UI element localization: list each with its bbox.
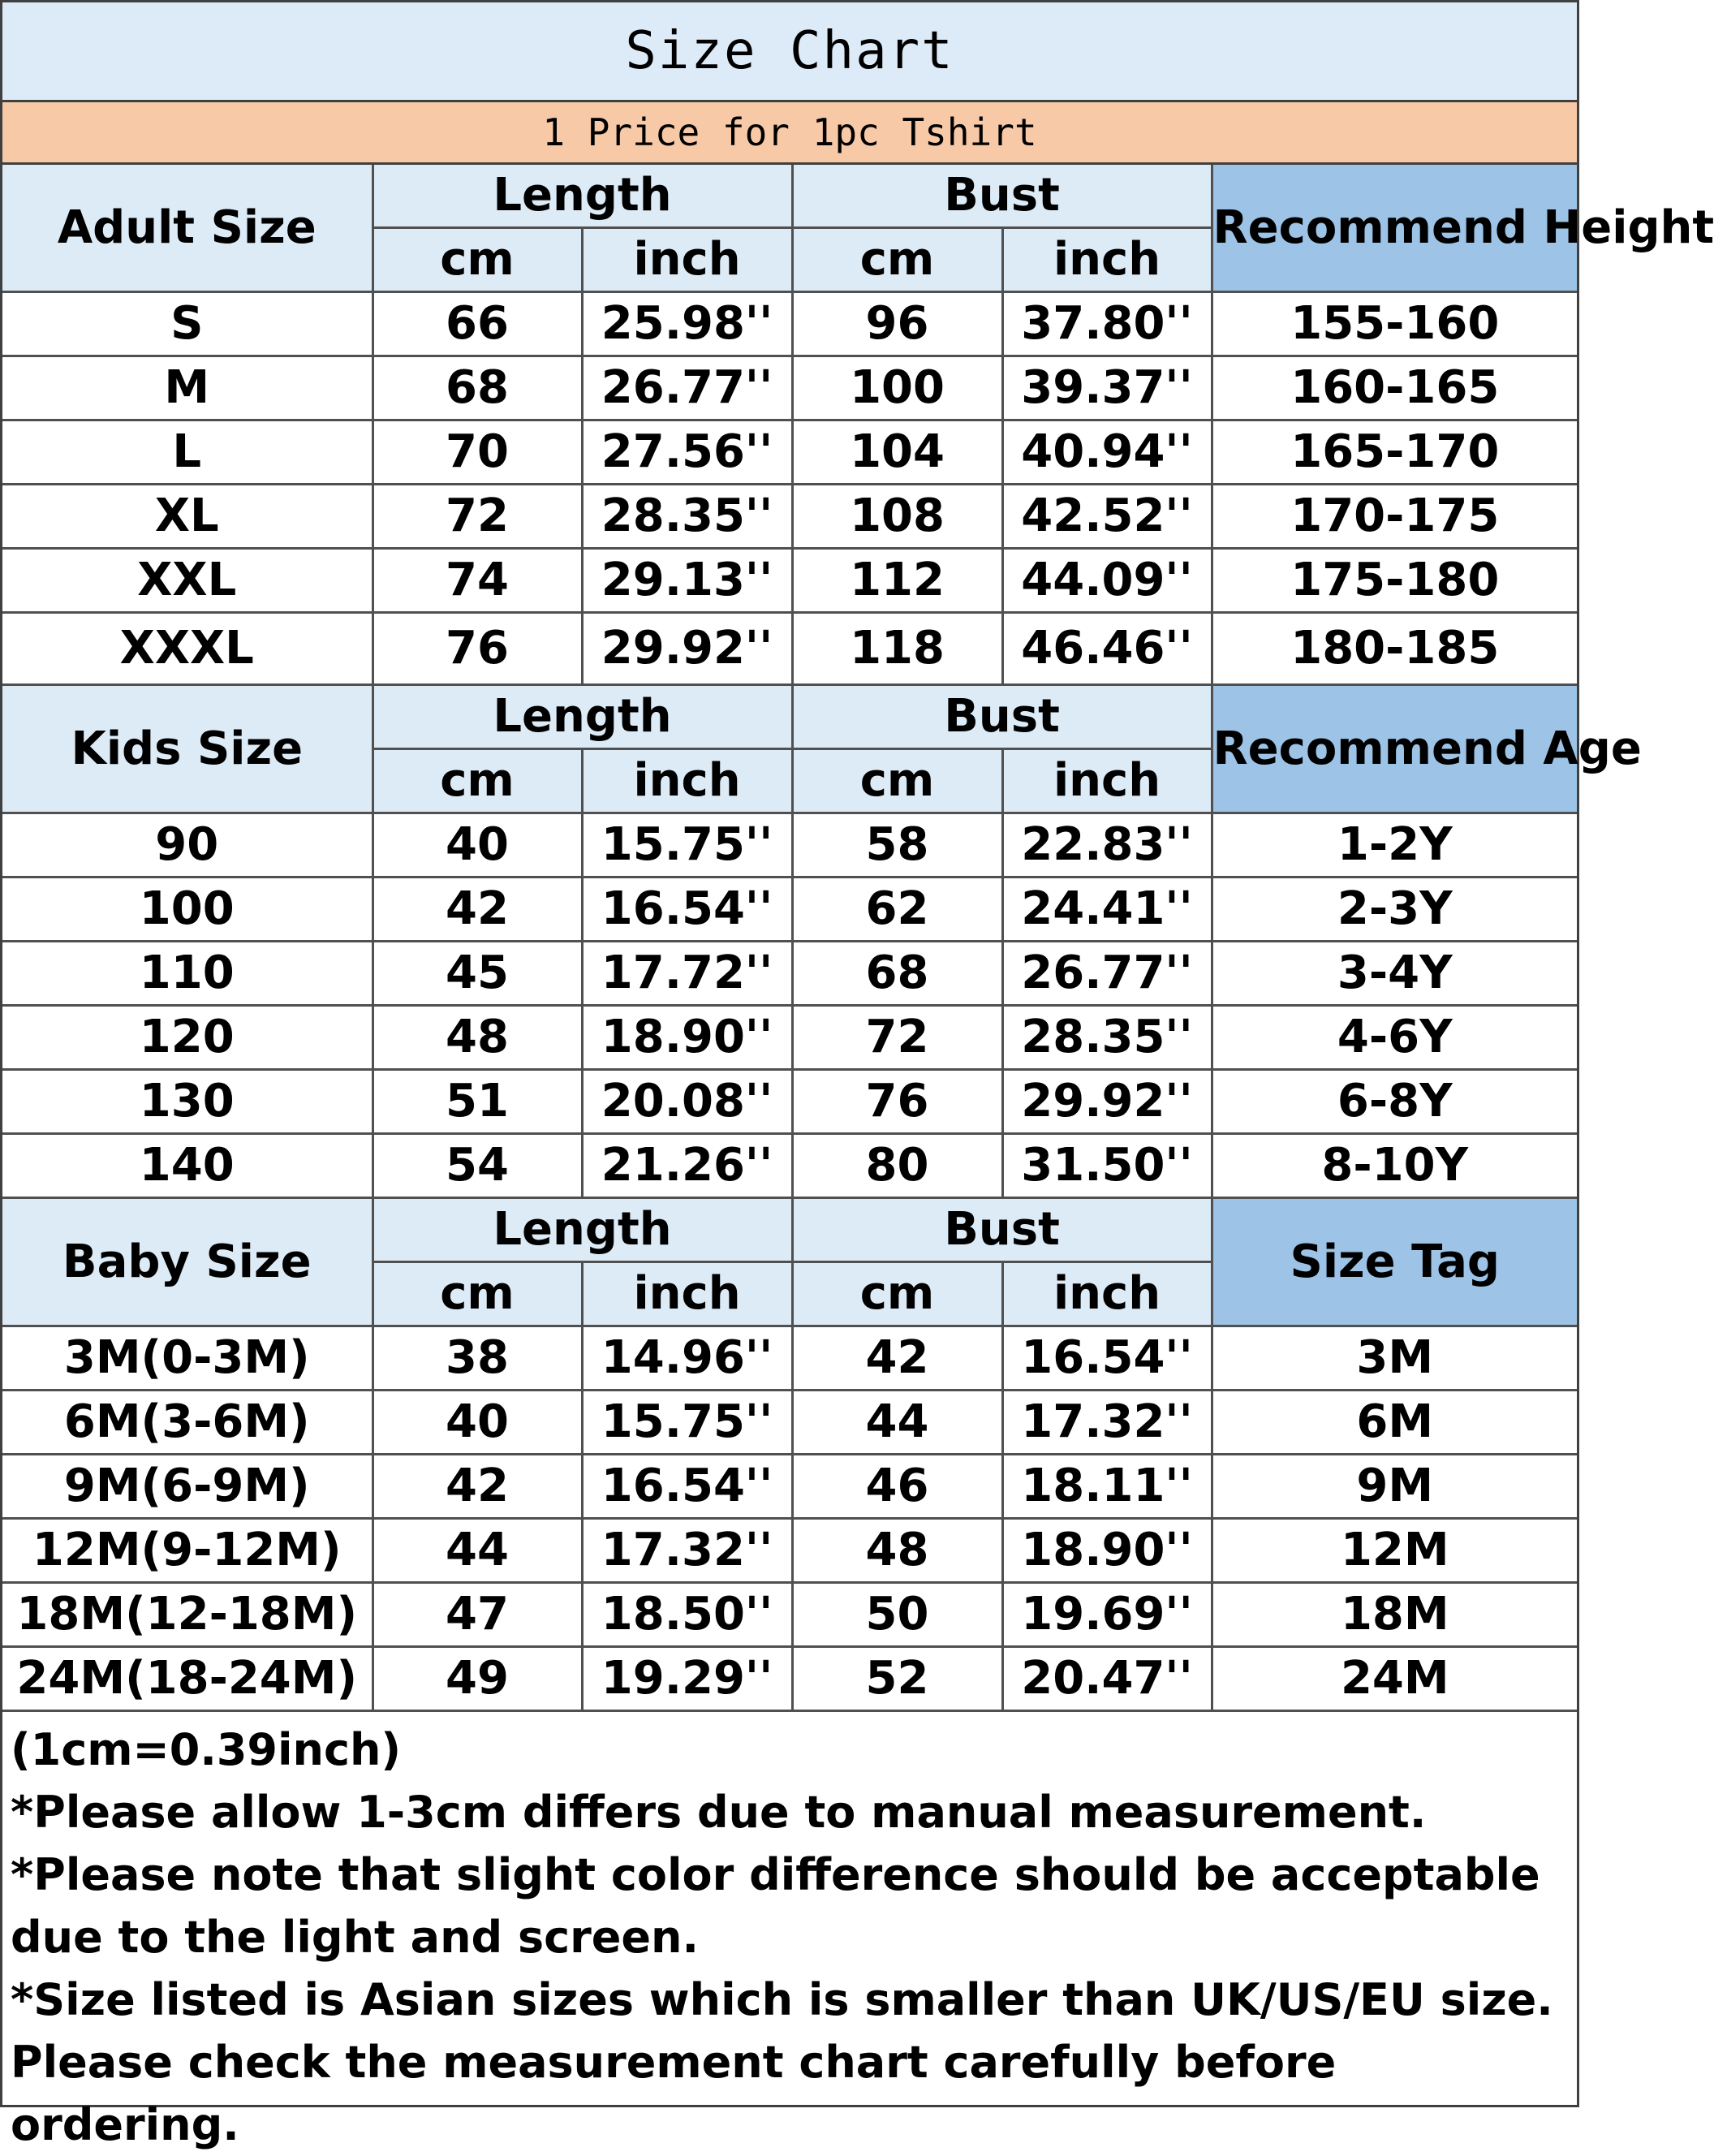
size-cell: 9M(6-9M): [2, 1455, 373, 1519]
bust-cm-cell: 72: [792, 1006, 1002, 1070]
bust-inch-header: inch: [1002, 228, 1212, 292]
bust-cm-cell: 118: [792, 613, 1002, 685]
length-inch-cell: 15.75'': [582, 813, 792, 877]
bust-inch-cell: 46.46'': [1002, 613, 1212, 685]
length-cm-cell: 51: [373, 1070, 582, 1134]
length-inch-cell: 27.56'': [582, 420, 792, 485]
length-cm-cell: 68: [373, 356, 582, 420]
size-cell: 120: [2, 1006, 373, 1070]
bust-inch-cell: 37.80'': [1002, 292, 1212, 356]
length-cm-cell: 40: [373, 813, 582, 877]
length-cm-cell: 38: [373, 1326, 582, 1391]
table-row: [2, 1519, 1577, 1583]
recommend-cell: 2-3Y: [1212, 877, 1577, 942]
length-inch-cell: 26.77'': [582, 356, 792, 420]
size-cell: 3M(0-3M): [2, 1326, 373, 1391]
bust-inch-cell: 17.32'': [1002, 1391, 1212, 1455]
length-inch-cell: 16.54'': [582, 1455, 792, 1519]
bust-cm-cell: 80: [792, 1134, 1002, 1198]
length-inch-header: inch: [582, 1262, 792, 1326]
length-cm-header: cm: [373, 749, 582, 813]
bust-header: Bust: [792, 685, 1212, 749]
size-cell: 140: [2, 1134, 373, 1198]
section-header-row: [2, 165, 1577, 228]
size-cell: L: [2, 420, 373, 485]
recommend-cell: 8-10Y: [1212, 1134, 1577, 1198]
note-color: *Please note that slight color difference should be acceptable due to the light and screen.: [11, 1849, 1540, 1963]
recommend-cell: 180-185: [1212, 613, 1577, 685]
bust-cm-cell: 58: [792, 813, 1002, 877]
length-inch-cell: 18.90'': [582, 1006, 792, 1070]
bust-cm-cell: 62: [792, 877, 1002, 942]
bust-inch-cell: 39.37'': [1002, 356, 1212, 420]
bust-inch-cell: 44.09'': [1002, 549, 1212, 613]
length-cm-header: cm: [373, 1262, 582, 1326]
length-cm-cell: 47: [373, 1583, 582, 1647]
bust-cm-cell: 46: [792, 1455, 1002, 1519]
bust-inch-cell: 18.11'': [1002, 1455, 1212, 1519]
length-inch-cell: 17.72'': [582, 942, 792, 1006]
last-column-header: Recommend Age: [1212, 685, 1577, 813]
length-cm-cell: 72: [373, 485, 582, 549]
bust-cm-cell: 108: [792, 485, 1002, 549]
length-inch-cell: 15.75'': [582, 1391, 792, 1455]
recommend-cell: 12M: [1212, 1519, 1577, 1583]
size-cell: 100: [2, 877, 373, 942]
length-cm-cell: 66: [373, 292, 582, 356]
length-inch-header: inch: [582, 228, 792, 292]
bust-cm-cell: 100: [792, 356, 1002, 420]
bust-cm-cell: 50: [792, 1583, 1002, 1647]
table-row: [2, 292, 1577, 356]
table-row: [2, 813, 1577, 877]
bust-inch-cell: 42.52'': [1002, 485, 1212, 549]
length-header: Length: [373, 165, 792, 228]
length-cm-cell: 45: [373, 942, 582, 1006]
recommend-cell: 175-180: [1212, 549, 1577, 613]
length-inch-cell: 16.54'': [582, 877, 792, 942]
length-cm-cell: 49: [373, 1647, 582, 1711]
size-cell: 130: [2, 1070, 373, 1134]
last-column-header: Size Tag: [1212, 1198, 1577, 1326]
bust-cm-cell: 42: [792, 1326, 1002, 1391]
bust-inch-cell: 18.90'': [1002, 1519, 1212, 1583]
length-inch-cell: 19.29'': [582, 1647, 792, 1711]
table-row: [2, 1006, 1577, 1070]
bust-inch-cell: 26.77'': [1002, 942, 1212, 1006]
bust-cm-cell: 96: [792, 292, 1002, 356]
bust-cm-cell: 76: [792, 1070, 1002, 1134]
size-cell: 12M(9-12M): [2, 1519, 373, 1583]
size-table-body: [2, 165, 1714, 1711]
length-cm-cell: 44: [373, 1519, 582, 1583]
bust-inch-cell: 24.41'': [1002, 877, 1212, 942]
section-header-row: [2, 1198, 1577, 1262]
bust-header: Bust: [792, 1198, 1212, 1262]
length-inch-cell: 14.96'': [582, 1326, 792, 1391]
length-inch-cell: 21.26'': [582, 1134, 792, 1198]
length-cm-cell: 42: [373, 1455, 582, 1519]
bust-inch-cell: 20.47'': [1002, 1647, 1212, 1711]
note-conversion: (1cm=0.39inch): [11, 1724, 402, 1775]
bust-cm-cell: 52: [792, 1647, 1002, 1711]
size-cell: 110: [2, 942, 373, 1006]
length-cm-header: cm: [373, 228, 582, 292]
length-cm-cell: 70: [373, 420, 582, 485]
note-asian-size: *Size listed is Asian sizes which is smaller than UK/US/EU size. Please check the measurement chart carefully before ordering.: [11, 1974, 1553, 2150]
bust-cm-cell: 104: [792, 420, 1002, 485]
bust-inch-cell: 40.94'': [1002, 420, 1212, 485]
table-row: [2, 1455, 1577, 1519]
price-banner: 1 Price for 1pc Tshirt: [2, 102, 1577, 165]
table-row: [2, 1326, 1577, 1391]
table-row: [2, 356, 1577, 420]
size-table: [2, 165, 1714, 1712]
table-row: [2, 420, 1577, 485]
bust-inch-cell: 22.83'': [1002, 813, 1212, 877]
recommend-cell: 3-4Y: [1212, 942, 1577, 1006]
bust-inch-cell: 28.35'': [1002, 1006, 1212, 1070]
table-row: [2, 942, 1577, 1006]
recommend-cell: 1-2Y: [1212, 813, 1577, 877]
recommend-cell: 6-8Y: [1212, 1070, 1577, 1134]
recommend-cell: 4-6Y: [1212, 1006, 1577, 1070]
size-column-header: Kids Size: [2, 685, 373, 813]
recommend-cell: 165-170: [1212, 420, 1577, 485]
length-inch-cell: 29.92'': [582, 613, 792, 685]
bust-inch-cell: 16.54'': [1002, 1326, 1212, 1391]
size-cell: 6M(3-6M): [2, 1391, 373, 1455]
table-row: [2, 613, 1577, 685]
size-cell: 24M(18-24M): [2, 1647, 373, 1711]
length-inch-cell: 25.98'': [582, 292, 792, 356]
table-row: [2, 877, 1577, 942]
bust-inch-header: inch: [1002, 1262, 1212, 1326]
table-row: [2, 1134, 1577, 1198]
length-inch-cell: 29.13'': [582, 549, 792, 613]
length-cm-cell: 42: [373, 877, 582, 942]
note-measurement: *Please allow 1-3cm differs due to manual measurement.: [11, 1787, 1427, 1838]
size-cell: M: [2, 356, 373, 420]
table-row: [2, 485, 1577, 549]
length-cm-cell: 74: [373, 549, 582, 613]
bust-cm-cell: 48: [792, 1519, 1002, 1583]
bust-cm-header: cm: [792, 749, 1002, 813]
table-row: [2, 1583, 1577, 1647]
length-inch-header: inch: [582, 749, 792, 813]
recommend-cell: 160-165: [1212, 356, 1577, 420]
size-cell: XXL: [2, 549, 373, 613]
page-title: Size Chart: [2, 2, 1577, 102]
section-header-row: [2, 685, 1577, 749]
table-row: [2, 1391, 1577, 1455]
size-cell: XXXL: [2, 613, 373, 685]
length-header: Length: [373, 685, 792, 749]
bust-header: Bust: [792, 165, 1212, 228]
table-row: [2, 1647, 1577, 1711]
bust-cm-cell: 112: [792, 549, 1002, 613]
length-cm-cell: 76: [373, 613, 582, 685]
recommend-cell: 6M: [1212, 1391, 1577, 1455]
recommend-cell: 170-175: [1212, 485, 1577, 549]
size-cell: 18M(12-18M): [2, 1583, 373, 1647]
size-column-header: Baby Size: [2, 1198, 373, 1326]
bust-cm-cell: 44: [792, 1391, 1002, 1455]
size-cell: 90: [2, 813, 373, 877]
table-row: [2, 1070, 1577, 1134]
bust-cm-cell: 68: [792, 942, 1002, 1006]
recommend-cell: 3M: [1212, 1326, 1577, 1391]
notes-section: [2, 1712, 1577, 2156]
bust-inch-cell: 31.50'': [1002, 1134, 1212, 1198]
bust-cm-header: cm: [792, 1262, 1002, 1326]
length-cm-cell: 40: [373, 1391, 582, 1455]
size-cell: XL: [2, 485, 373, 549]
recommend-cell: 18M: [1212, 1583, 1577, 1647]
length-inch-cell: 20.08'': [582, 1070, 792, 1134]
last-column-header: Recommend Height: [1212, 165, 1577, 292]
bust-inch-cell: 29.92'': [1002, 1070, 1212, 1134]
size-column-header: Adult Size: [2, 165, 373, 292]
length-cm-cell: 54: [373, 1134, 582, 1198]
table-row: [2, 549, 1577, 613]
bust-inch-header: inch: [1002, 749, 1212, 813]
length-inch-cell: 17.32'': [582, 1519, 792, 1583]
length-inch-cell: 28.35'': [582, 485, 792, 549]
bust-cm-header: cm: [792, 228, 1002, 292]
recommend-cell: 24M: [1212, 1647, 1577, 1711]
recommend-cell: 9M: [1212, 1455, 1577, 1519]
bust-inch-cell: 19.69'': [1002, 1583, 1212, 1647]
length-inch-cell: 18.50'': [582, 1583, 792, 1647]
length-cm-cell: 48: [373, 1006, 582, 1070]
length-header: Length: [373, 1198, 792, 1262]
size-cell: S: [2, 292, 373, 356]
recommend-cell: 155-160: [1212, 292, 1577, 356]
